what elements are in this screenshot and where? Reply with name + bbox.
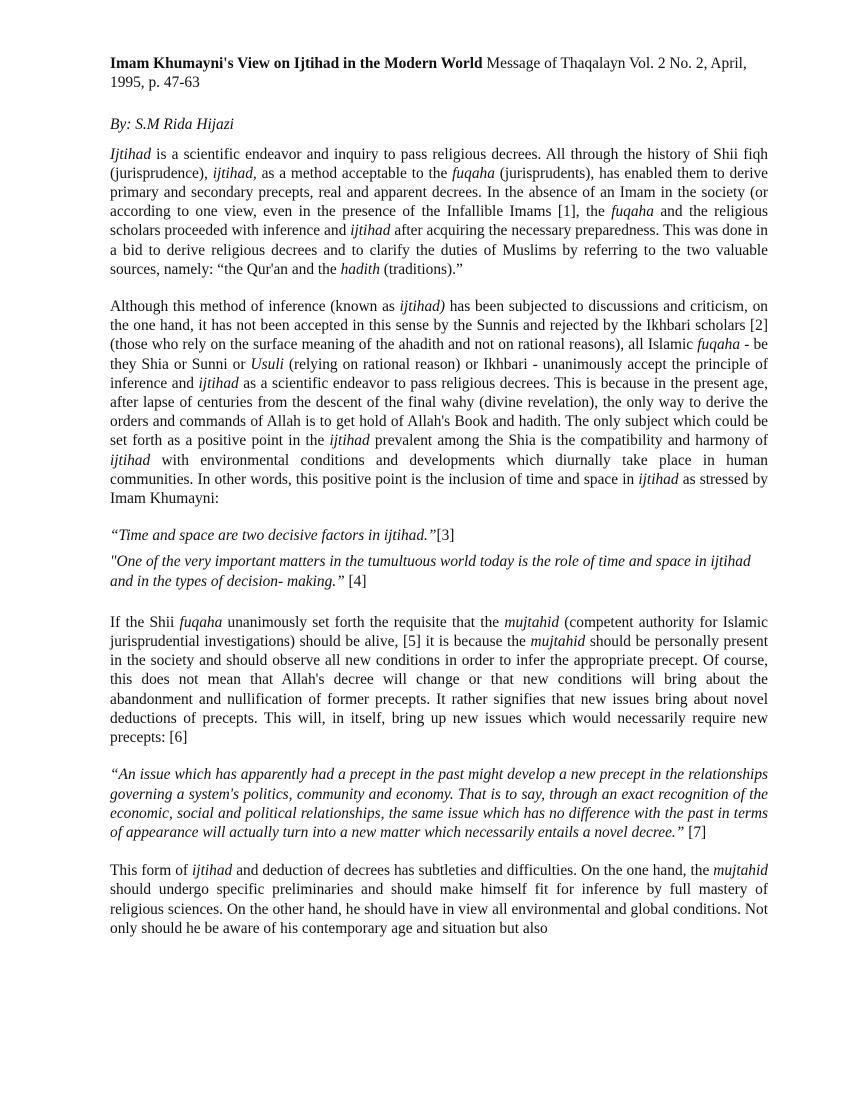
text-run: and deduction of decrees has subtleties and difficulties. On the one hand, the [232,862,714,880]
text-run: should be personally present in the society and should observe all new conditions in order to infer the appropriate precept. Of course, this does not mean that Allah's decree will change or that new conditions will bring about the abandonment and nullification of former precepts. It rather signifies that new issues bring about novel deductions of precepts. This will, in itself, bring up new issues which would necessarily require new precepts: [6] [110,633,768,747]
text-run: has been subjected to discussions and criticism, on the one hand, it has not been accepted in this sense by the Sunnis and rejected by the Ikhbari scholars [2] (those who rely on the surface meaning of the ahadith and not on rational reasons), all Islamic [110,298,768,354]
quote-text: "One of the very important matters in the tumultuous world today is the role of time and space in ijtihad and in the types of decision- making.” [110,553,751,590]
quote-text: “Time and space are two decisive factors in ijtihad.” [110,527,437,545]
term: fuqaha [697,336,741,354]
paragraph-3 [110,613,768,747]
term: mujtahid [504,613,560,631]
term: hadith [340,260,380,278]
term: mujtahid [530,633,586,651]
footnote-ref: [3] [436,527,455,545]
paragraph-1 [110,145,768,279]
term: ijtihad [329,432,370,450]
term: fuqaha [611,203,654,221]
text-run: This form of [110,862,193,880]
text-run: with environmental conditions and developments which diurnally take place in human communities. In other words, this positive point is the inclusion of time and space in [110,451,768,488]
term: ijtihad [350,222,391,240]
term: ijtihad, [212,164,257,182]
article-title: Imam Khumayni's View on Ijtihad in the Modern World [110,55,483,72]
term: Ijtihad [110,145,152,163]
text-run: as a scientific endeavor to pass religious decrees. This is because in the present age, after lapse of centuries from the descent of the final wahy (divine revelation), the only way to derive the orders and commands of Allah is to get hold of Allah's Book and hadith. The only subject which could be set forth as a positive point in the [110,374,768,450]
text-run: after acquiring the necessary preparedness. This was done in a bid to derive religious decrees and to clarify the duties of Muslims by referring to the two valuable sources, namely: “the Qur'an and the [110,222,768,278]
text-run: (relying on rational reason) or Ikhbari - unanimously accept the principle of inference and [110,355,768,392]
footnote-ref: [4] [344,572,367,590]
text-run: unanimously set forth the requisite that the [222,613,505,631]
footnote-ref: [7] [684,823,707,841]
text-run: is a scientific endeavor and inquiry to pass religious decrees. All through the history of Shii fiqh (jurisprudence), [110,145,768,182]
term: fuqaha [452,164,495,182]
text-run: Although this method of inference (known as [110,298,400,316]
term: ijtihad [198,374,239,392]
term: ijtihad) [399,298,445,316]
text-run: and the religious scholars proceeded with inference and [110,203,768,240]
term: ijtihad [110,451,151,469]
text-run: (jurisprudents), has enabled them to derive primary and secondary precepts, real and apparent decrees. In the absence of an Imam in the society (or according to one view, even in the presence of the Infallible Imams [1], the [110,164,768,221]
term: fuqaha [179,613,223,631]
quote-2 [110,552,768,590]
text-run: - be they Shia or Sunni or [110,336,769,373]
term: mujtahid [713,862,768,880]
term: ijtihad [192,862,233,880]
text-run: If the Shii [110,613,180,631]
document-header [110,54,768,92]
quote-text: “An issue which has apparently had a precept in the past might develop a new precept in the relationships governing a system's politics, community and economy. That is to say, through an exact recognition of the economic, social and political relationships, the same issue which has no difference with the past in terms of appearance will actually turn into a new matter which necessarily entails a novel decree.” [110,766,768,841]
paragraph-2 [110,297,768,508]
text-run: should undergo specific preliminaries and should make himself fit for inference by full mastery of religious sciences. On the other hand, he should have in view all environmental and global conditions. Not only should he be aware of his contemporary age and situation but also [110,881,768,937]
author-byline: By: S.M Rida Hijazi [110,116,234,134]
text-run: as a method acceptable to the [256,164,453,182]
term: Usuli [250,355,284,373]
quote-1 [110,526,768,545]
text-run: (traditions).” [379,260,463,278]
text-run: prevalent among the Shia is the compatibility and harmony of [369,432,768,450]
document-page [110,54,768,956]
text-run: (competent authority for Islamic jurisprudential investigations) should be alive, [5] it is because the [110,613,769,651]
term: ijtihad [638,470,679,488]
text-run: as stressed by Imam Khumayni: [110,470,769,508]
quote-3 [110,765,768,842]
paragraph-4 [110,861,768,938]
article-citation: Message of Thaqalayn Vol. 2 No. 2, April, 1995, p. 47-63 [110,55,747,92]
